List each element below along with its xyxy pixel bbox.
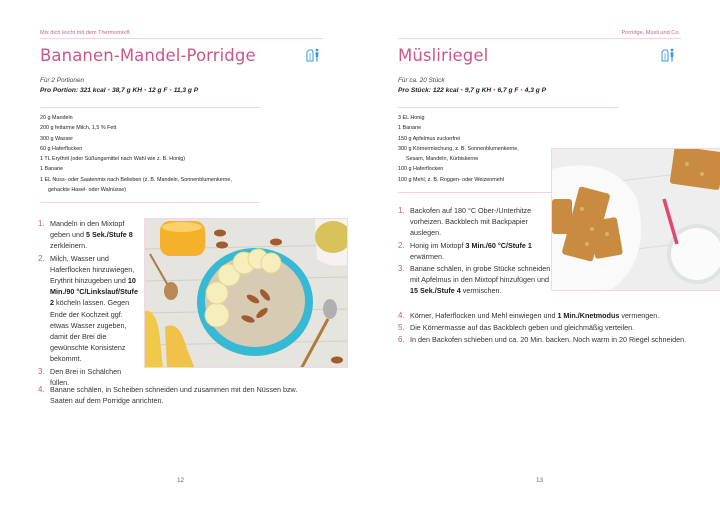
step-text: Banane schälen, in grobe Stücke schneiden, mit Apfelmus in den Mixtopf hinzufügen und [410,264,553,285]
nutrition-info: Pro Portion: 321 kcal • 38,7 g KH • 12 g F • 11,3 g P [40,87,199,94]
step-number: 3. [398,264,405,274]
step-4 [398,310,698,321]
step-5 [398,322,698,333]
step-setting: 5 Sek./Stufe 8 [85,230,133,240]
step-text: erwärmen. [410,251,444,261]
step-text: köcheln lassen. Gegen Ende der Kochzeit ggf. etwas Wasser zugeben, damit der Brei die gewünschte Konsistenz bekommt. [50,298,130,364]
granola-bars-photo [551,148,720,291]
step-number: 4. [398,311,405,320]
thermomix-person-icon [305,48,321,62]
ingredient-item: 300 g Körnermischung, z. B. Sonnenblumenkerne, [398,145,519,152]
step-number: 6. [398,335,405,345]
nutrition-protein: 11,3 g P [173,87,199,94]
instruction-steps-continued [38,384,318,407]
ingredient-item: 100 g Haferflocken [398,166,444,173]
nutrition-protein: 4,3 g P [524,87,546,94]
nutrition-kcal: 122 kcal [432,87,459,94]
step-text: Mandeln in den Mixtopf geben und [50,219,125,240]
thermomix-person-icon [660,48,676,62]
step-number: 4. [38,385,45,394]
ingredient-item: 1 Banane [398,125,422,132]
step-number: 1. [38,219,45,228]
ingredient-item: 20 g Mandeln [40,115,73,121]
servings-text: Für ca. 20 Stück [398,77,445,84]
step-6 [398,334,698,345]
page-number: 12 [177,477,185,484]
step-text: Körner, Haferflocken und Mehl einwiegen und [410,311,558,320]
ingredient-item: 100 g Mehl, z. B. Roggen- oder Weizenmehl [398,176,504,183]
step-number: 2. [398,240,405,250]
step-setting: 1 Min./Knetmodus [557,311,620,320]
ingredients-bottom-divider [40,202,260,203]
step-text: zerkleinern. [50,241,88,251]
nutrition-carbs: 9,7 g KH [464,87,492,94]
step-number: 1. [398,206,405,215]
step-1 [398,205,558,239]
step-text: vermengen. [619,311,660,320]
nutrition-label: Pro Portion: [40,87,79,94]
ingredient-list [398,113,519,185]
step-number: 2. [38,253,45,263]
nutrition-info: Pro Stück: 122 kcal • 9,7 g KH • 6,7 g F • 4,3 g P [398,87,546,94]
step-number: 5. [398,323,405,333]
ingredient-list [40,113,232,195]
running-head: Mix dich leicht mit dem Thermomix® [40,30,131,36]
step-text: Honig im Mixtopf [410,240,466,250]
page-number: 13 [536,477,544,484]
step-number: 3. [38,366,45,376]
step-setting: 3 Min./60 °C/Stufe 1 [465,240,532,250]
ingredients-top-divider [398,107,618,108]
step-text: In den Backofen schieben und ca. 20 Min. backen. Noch warm in 20 Riegel schneiden. [410,335,687,345]
right-page [360,0,720,508]
step-3 [398,263,558,297]
step-text: Milch, Wasser und Haferflocken hinzuwiegen, Erythrit hinzugeben und [50,253,135,286]
ingredients-top-divider [40,107,260,108]
ingredient-item: gehackte Hasel- oder Walnüsse) [48,187,127,194]
step-setting: 15 Sek./Stufe 4 [410,286,461,296]
nutrition-fat: 6,7 g F [497,87,519,94]
nutrition-carbs: 38,7 g KH [111,87,142,94]
ingredient-item: Sesam, Mandeln, Kürbiskerne [406,156,479,163]
step-2 [398,240,558,262]
porridge-image [145,219,348,368]
instruction-steps [398,205,558,298]
step-4 [38,384,318,406]
ingredient-item: 200 g fettarme Milch, 1,5 % Fett [40,125,117,132]
header-divider [398,38,681,39]
ingredient-item: 150 g Apfelmus zuckerfrei [398,135,461,142]
porridge-photo [144,218,348,368]
nutrition-kcal: 321 kcal [79,87,106,94]
ingredient-item: 1 Banane [40,166,64,173]
step-2 [38,253,138,365]
ingredient-item: 300 g Wasser [40,135,74,142]
ingredient-item: 1 EL Nuss- oder Saatenmix nach Belieben (z. B. Mandeln, Sonnenblumenkerne, [40,176,232,183]
nutrition-fat: 12 g F [148,87,168,94]
header-divider [40,38,323,39]
step-text: Backofen auf 180 °C Ober-/Unterhitze vorheizen. Backblech mit Backpapier auslegen. [410,206,532,238]
step-setting: 10 Min./90 °C/Linkslauf/Stufe 2 [50,276,138,308]
recipe-title: Bananen-Mandel-Porridge [40,46,256,65]
step-text: Banane schälen, in Scheiben schneiden und zusammen mit den Nüssen bzw. Saaten auf dem Porridge anrichten. [50,385,298,406]
servings-text: Für 2 Portionen [40,77,85,84]
running-head: Porridge, Müsli und Co. [621,30,680,36]
step-text: Die Körnermasse auf das Backblech geben und gleichmäßig verteilen. [410,323,635,333]
nutrition-label: Pro Stück: [398,87,431,94]
ingredient-item: 1 TL Erythrit (oder Süßungsmittel nach Wahl wie z. B. Honig) [40,156,186,163]
instruction-steps [38,218,138,389]
granola-bars-image [552,149,720,291]
instruction-steps-continued [398,310,698,347]
step-1 [38,218,138,252]
ingredient-item: 3 EL Honig [398,115,425,121]
ingredient-item: 60 g Haferflocken [40,145,83,152]
step-text: Den Brei in Schälchen füllen. [50,366,122,387]
step-text: vermischen. [460,286,502,296]
recipe-title: Müsliriegel [398,46,489,65]
